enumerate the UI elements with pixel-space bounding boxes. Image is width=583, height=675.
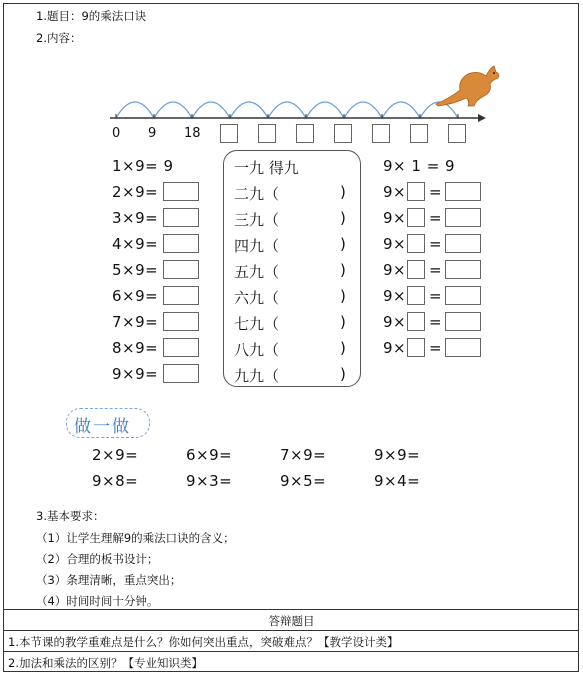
small-box [407, 208, 425, 227]
answer-box [445, 234, 481, 253]
question-item: 2.加法和乘法的区别？【专业知识类】 [8, 656, 203, 670]
small-box [407, 182, 425, 201]
mnemonic-line: 五九（ [234, 263, 280, 281]
answer-box [445, 286, 481, 305]
exercise: 9×4= [374, 472, 421, 490]
number-line-label-18: 18 [184, 126, 201, 141]
number-line-box [410, 124, 428, 143]
answer-box [445, 312, 481, 331]
answer-box [163, 286, 199, 305]
right-equation: 9× [383, 209, 407, 227]
answer-box [163, 312, 199, 331]
task-title: 1.题目：9的乘法口诀 [36, 9, 147, 23]
number-line-label-0: 0 [112, 126, 121, 141]
small-box [407, 260, 425, 279]
equation: 4×9= [112, 235, 159, 253]
exercise-badge-label: 做一做 [74, 417, 131, 437]
jump-arcs [116, 102, 458, 118]
mnemonic-line: 三九（ [234, 211, 280, 229]
right-equation: 9× 1 = 9 [383, 157, 456, 175]
requirement-item: （2）合理的板书设计； [36, 552, 159, 566]
requirements-label: 3.基本要求： [36, 509, 105, 523]
equation: 3×9= [112, 209, 159, 227]
mnemonic-line: 八九（ [234, 341, 280, 359]
exercise: 7×9= [280, 446, 327, 464]
answer-box [445, 182, 481, 201]
exercise: 9×8= [92, 472, 139, 490]
small-box [407, 286, 425, 305]
question-item: 1.本节课的教学重难点是什么？你如何突出重点，突破难点？【教学设计类】 [8, 635, 399, 649]
number-line-box [372, 124, 390, 143]
equation: 1×9= 9 [112, 157, 174, 175]
mnemonic-line: 二九（ [234, 185, 280, 203]
number-line-box [258, 124, 276, 143]
requirement-item: （4）时间时间十分钟。 [36, 594, 159, 608]
equation: 8×9= [112, 339, 159, 357]
requirement-item: （3）条理清晰，重点突出； [36, 573, 182, 587]
answer-box [445, 260, 481, 279]
small-box [407, 234, 425, 253]
answer-box [445, 208, 481, 227]
small-box [407, 338, 425, 357]
exercise: 2×9= [92, 446, 139, 464]
answer-box [163, 338, 199, 357]
number-line-box [334, 124, 352, 143]
table-divider [3, 651, 579, 652]
table-divider [3, 609, 579, 610]
small-box [407, 312, 425, 331]
right-equation: 9× [383, 183, 407, 201]
equation: 9×9= [112, 365, 159, 383]
mnemonic-line: 四九（ [234, 237, 280, 255]
content-label: 2.内容： [36, 31, 82, 45]
number-line-box [220, 124, 238, 143]
exercise: 9×5= [280, 472, 327, 490]
mnemonic-line: 七九（ [234, 315, 280, 333]
number-line-label-9: 9 [148, 126, 157, 141]
mnemonic-line: 九九（ [234, 367, 280, 385]
exercise: 9×9= [374, 446, 421, 464]
exercise: 6×9= [186, 446, 233, 464]
kangaroo-illustration [430, 60, 505, 110]
number-line-box [296, 124, 314, 143]
right-equation: 9× [383, 235, 407, 253]
exercise: 9×3= [186, 472, 233, 490]
equation: 5×9= [112, 261, 159, 279]
answer-box [445, 338, 481, 357]
answer-box [163, 208, 199, 227]
answer-header: 答辩题目 [268, 614, 315, 628]
number-line-box [448, 124, 466, 143]
answer-box [163, 260, 199, 279]
answer-box [163, 234, 199, 253]
mnemonic-line: 一九 得九 [234, 159, 299, 177]
answer-box [163, 182, 199, 201]
right-equation: 9× [383, 313, 407, 331]
table-divider [3, 630, 579, 631]
equation: 7×9= [112, 313, 159, 331]
answer-box [163, 364, 199, 383]
right-equation: 9× [383, 339, 407, 357]
requirement-item: （1）让学生理解9的乘法口诀的含义； [36, 531, 235, 545]
right-equation: 9× [383, 287, 407, 305]
equation: 2×9= [112, 183, 159, 201]
equation: 6×9= [112, 287, 159, 305]
right-equation: 9× [383, 261, 407, 279]
mnemonic-line: 六九（ [234, 289, 280, 307]
